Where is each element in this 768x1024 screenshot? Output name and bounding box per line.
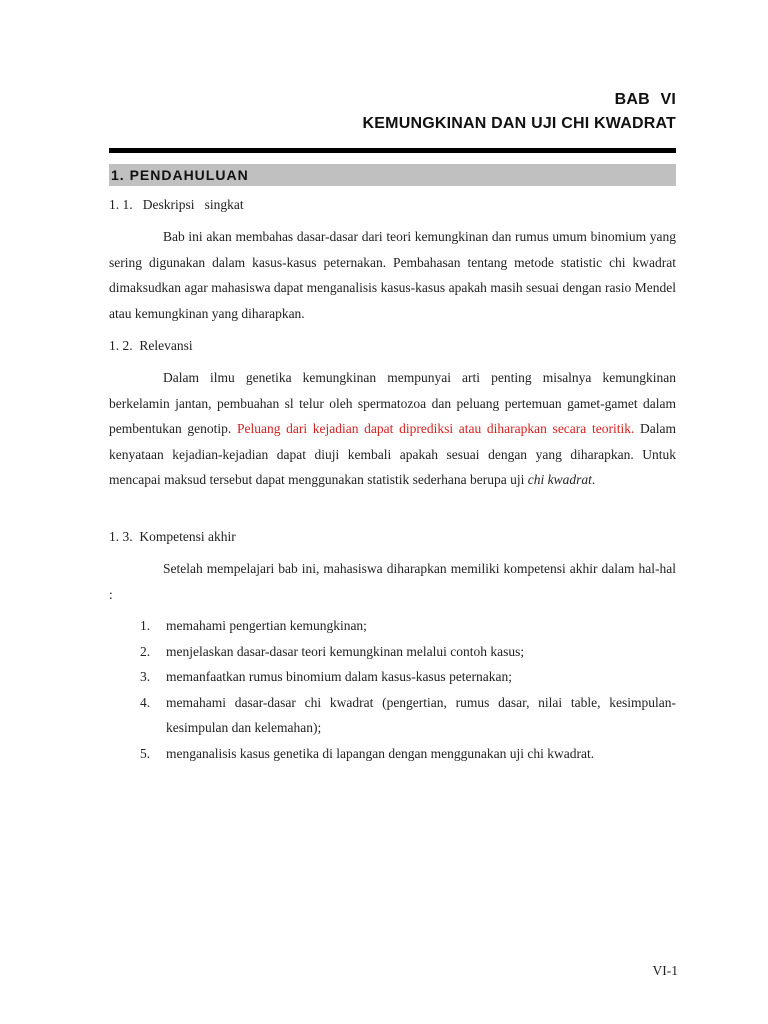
- text-run: Dalam kenyataan kejadian-kejadian dapat diuji kembali apakah sesuai dengan yang diharapkan. Untuk mencapai maksud tersebut dapat menggunakan statistik sederhana berupa uji: [109, 421, 676, 487]
- text-run: Dalam ilmu genetika kemungkinan mempunyai arti penting misalnya kemungkinan berkelamin jantan, pembuahan sl telur oleh spermatozoa dan peluang pertemuan gamet-gamet dalam pembentukan genotip.: [109, 370, 676, 436]
- page-number: VI-1: [652, 963, 678, 978]
- subsection-heading-relevansi: 1. 2. Relevansi: [109, 338, 193, 353]
- chapter-heading: [363, 88, 676, 136]
- paragraph-relevansi: [109, 365, 676, 493]
- italic-term: chi kwadrat: [527, 472, 592, 487]
- list-text: memahami pengertian kemungkinan;: [166, 618, 367, 633]
- chapter-title: KEMUNGKINAN DAN UJI CHI KWADRAT: [362, 115, 676, 132]
- section-title: 1. PENDAHULUAN: [111, 167, 249, 183]
- paragraph-text: [109, 365, 676, 493]
- paragraph-text: Setelah mempelajari bab ini, mahasiswa diharapkan memiliki kompetensi akhir dalam hal-hal :: [109, 561, 676, 602]
- highlighted-text: Peluang dari kejadian dapat diprediksi atau diharapkan secara teoritik.: [236, 421, 635, 436]
- list-text: memahami dasar-dasar chi kwadrat (pengertian, rumus dasar, nilai table, kesimpulan-kesimpulan dan kelemahan);: [166, 694, 676, 735]
- list-item: [109, 639, 676, 665]
- text-run: .: [591, 472, 596, 487]
- list-text: memanfaatkan rumus binomium dalam kasus-kasus peternakan;: [166, 669, 513, 684]
- subsection-heading-kompetensi: 1. 3. Kompetensi akhir: [109, 529, 236, 544]
- list-number: 2.: [140, 643, 151, 659]
- list-item: [109, 690, 676, 741]
- list-number: 1.: [140, 618, 151, 633]
- subsection-heading-deskripsi: 1. 1. Deskripsi singkat: [109, 197, 244, 212]
- paragraph-deskripsi: [109, 224, 676, 326]
- list-item: [109, 741, 676, 767]
- paragraph-text: Bab ini akan membahas dasar-dasar dari teori kemungkinan dan rumus umum binomium yang sering digunakan dalam kasus-kasus peternakan. Pembahasan tentang metode statistic chi kwadrat dimaksudkan agar mahasiswa dapat menganalisis kasus-kasus apakah masih sesuai dengan rasio Mendel atau kemungkinan yang diharapkan.: [109, 229, 676, 321]
- list-number: 5.: [140, 745, 151, 761]
- paragraph-kompetensi: [109, 556, 676, 607]
- list-text: menganalisis kasus genetika di lapangan dengan menggunakan uji chi kwadrat.: [166, 745, 595, 761]
- list-number: 4.: [140, 694, 151, 710]
- list-item: [109, 664, 676, 690]
- list-item: [109, 613, 676, 639]
- list-text: menjelaskan dasar-dasar teori kemungkinan melalui contoh kasus;: [166, 643, 525, 659]
- competency-list: [109, 613, 676, 766]
- chapter-number: BAB VI: [614, 91, 676, 108]
- list-number: 3.: [140, 669, 151, 684]
- heading-rule: [109, 148, 676, 153]
